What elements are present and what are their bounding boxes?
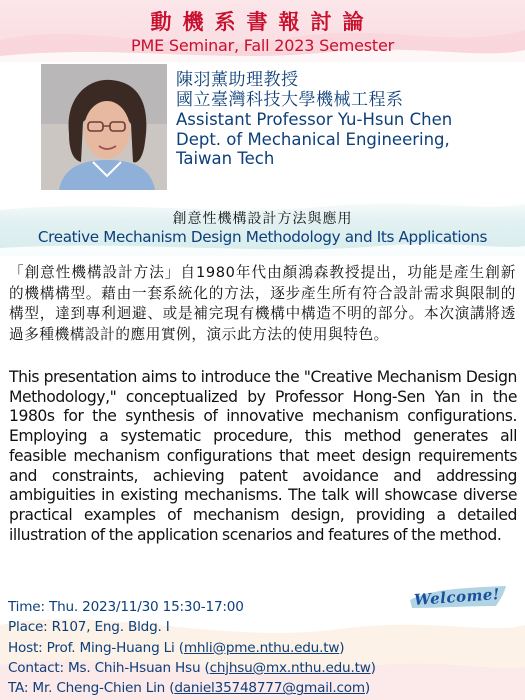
seminar-title: PME Seminar, Fall 2023 Semester xyxy=(131,36,394,55)
event-time: Time: Thu. 2023/11/30 15:30-17:00 xyxy=(8,599,244,615)
host-email-link[interactable]: mhli@pme.nthu.edu.tw xyxy=(183,639,340,656)
event-info xyxy=(8,597,518,698)
host-label: Host: Prof. Ming-Huang Li ( xyxy=(8,639,184,656)
contact-email-link[interactable]: chjhsu@mx.nthu.edu.tw xyxy=(209,659,371,676)
speaker-name-en: Assistant Professor Yu-Hsun Chen xyxy=(176,110,453,129)
speaker-photo xyxy=(41,64,167,190)
ta-close-paren: ) xyxy=(364,680,371,697)
contact-close-paren: ) xyxy=(370,659,376,676)
speaker-portrait-image xyxy=(41,64,167,190)
contact-label: Contact: Ms. Chih-Hsuan Hsu ( xyxy=(8,659,210,676)
welcome-text: Welcome! xyxy=(413,585,501,609)
speaker-name-zh: 陳羽薰助理教授 xyxy=(176,70,299,90)
speaker-dept-en: Dept. of Mechanical Engineering, xyxy=(176,129,450,149)
abstract-en: This presentation aims to introduce the "Creative Mechanism Design Methodology," conceptualized by Professor Hong-Sen Yan in the 1980s for the synthesis of innovative mechanism configurations. Employing a systematic procedure, this method generates all feasible mechanism configurations that meet design requirements and constraints, achieving patent avoidance and addressing ambiguities in existing mechanisms. The talk will showcase diverse practical examples of mechanism design, providing a detailed illustration of the application scenarios and features of the method. xyxy=(9,368,517,544)
event-place: Place: R107, Eng. Bldg. I xyxy=(8,619,170,636)
speaker-info xyxy=(176,71,521,169)
talk-title-en: Creative Mechanism Design Methodology and Its Applications xyxy=(37,228,488,246)
host-close-paren: ) xyxy=(339,639,345,656)
event-host xyxy=(8,638,518,658)
speaker-school-en: Taiwan Tech xyxy=(176,149,275,168)
event-contact xyxy=(8,658,518,678)
ta-label: TA: Mr. Cheng-Chien Lin ( xyxy=(8,680,175,697)
speaker-affiliation-zh: 國立臺灣科技大學機械工程系 xyxy=(176,89,404,110)
ta-email-link[interactable]: daniel35748777@gmail.com xyxy=(174,680,365,697)
department-title: 動機系書報討論 xyxy=(150,9,375,34)
event-ta xyxy=(8,678,518,698)
talk-title-zh: 創意性機構設計方法與應用 xyxy=(172,211,353,227)
abstract-zh: 「創意性機構設計方法」自1980年代由顏鴻森教授提出，功能是產生創新的機構構型。藉由一套系統化的方法，逐步產生所有符合設計需求與限制的構型，達到專利迴避、或是補完現有機構中構造不明的部分。本次演講將透過多種機構設計的應用實例，演示此方法的使用與特色。 xyxy=(9,264,516,343)
